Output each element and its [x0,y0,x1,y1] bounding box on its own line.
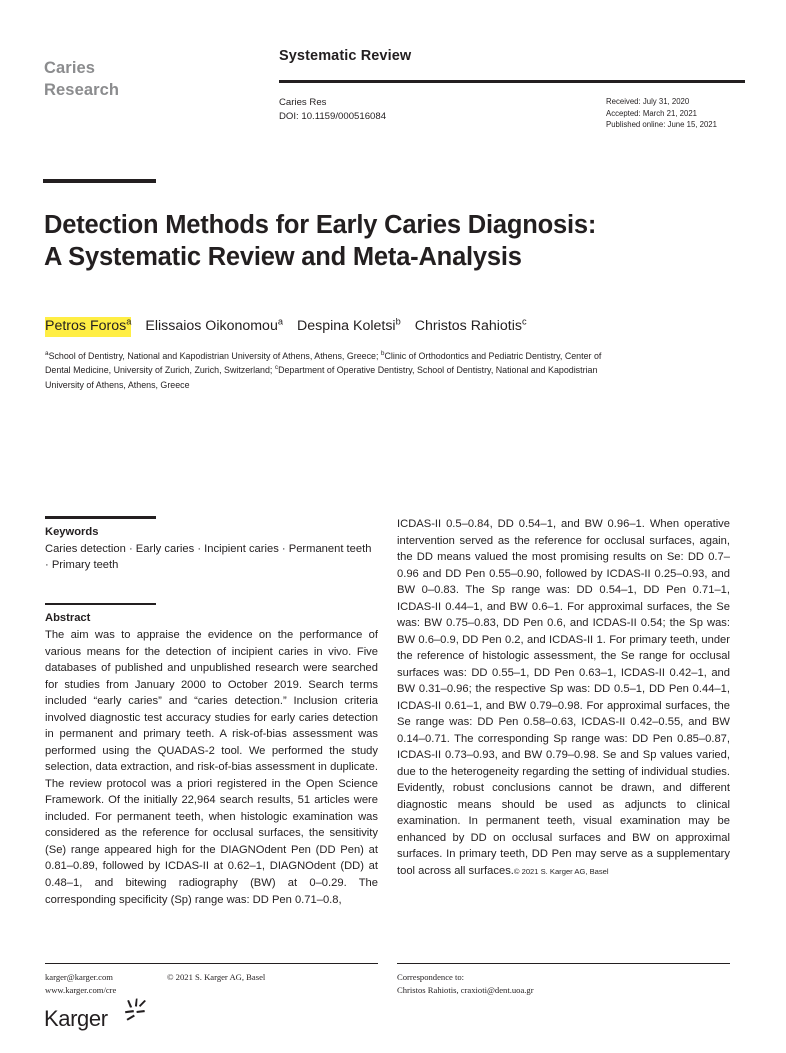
keywords-text: Caries detection · Early caries · Incipient caries · Permanent teeth · Primary teeth [45,542,372,572]
author-affiliation-marker: b [395,316,401,327]
journal-logo-line1: Caries [44,59,96,77]
journal-logo [44,58,184,102]
abstract-section [45,603,378,908]
footer-right [397,963,730,997]
doi-text: DOI: 10.1159/000516084 [279,110,387,122]
journal-short-title: Caries Res [279,97,327,108]
keywords-heading: Keywords [45,525,99,538]
author-affiliation-marker: a [126,316,132,327]
author-label: Christos Rahiotis [414,318,522,334]
karger-burst-icon [124,998,158,1029]
author-name-4 [415,317,527,337]
correspondence-label: Correspondence to: [397,972,465,983]
affiliation-marker: a [45,350,49,358]
author-label: Petros Foros [45,318,127,334]
affiliation-marker: b [380,350,385,358]
abstract-column-right [397,516,730,879]
footer-website[interactable]: www.karger.com/cre [45,985,117,996]
footer-rule-left [45,963,378,964]
author-list [45,317,665,337]
abstract-heading: Abstract [45,612,91,625]
abstract-rule [45,603,156,606]
abstract-text-right-body: ICDAS-II 0.5–0.84, DD 0.54–1, and BW 0.96–1. When operative intervention served as the reference for occlusal surfaces, again, the DD means valued the most promising results on Se: DD 0.7–0.96 and DD Pen 0.55–0.90, followed by ICDAS-II 0.25–0.93, and BW 0–0.83. The Sp range was: DD 0.54–1, DD Pen 0.71–1, ICDAS-II 0.44–1, and BW 0.6–1. For approximal surfaces, the Se was: BW 0.75–0.83, DD Pen 0.6, and ICDAS-II 0.54; the Sp was: BW 0.6–0.9, DD Pen 0.2, and ICDAS-II 1. For primary teeth, under the reference of histologic assessment, the Se range for occlusal surfaces was: DD 0.55–1, DD Pen 0.63–1, ICDAS-II 0.42–1, and BW 0.31–0.96; the respective Sp was: DD 0.5–1, DD Pen 0.44–1, ICDAS-II 0.61–1, and BW 0.79–0.98. For approximal surfaces, the Se range was: DD Pen 0.58–0.63, ICDAS-II 0.42–0.55, and BW 0.14–0.71. The corresponding Sp range was: DD Pen 0.85–0.87, ICDAS-II 0.73–0.93, and BW 0.79–0.98. Se and Sp values varied, due to the heterogeneity regarding the setting of individual studies. Evidently, robust conclusions cannot be drawn, and different diagnostic means should be used as adjuncts to clinical examination. In permanent teeth, visual examination may be enhanced by DD on occlusal surfaces and BW on approximal surfaces. In primary teeth, DD Pen may serve as a supplementary tool across all surfaces. [397,518,730,877]
keywords-section [45,516,378,574]
author-name-3 [297,317,401,337]
author-label: Elissaios Oikonomou [145,318,278,334]
author-affiliation-marker: a [277,316,283,327]
abstract-text-right [397,516,730,879]
footer-email[interactable]: karger@karger.com [45,972,113,983]
footer-copyright: © 2021 S. Karger AG, Basel [167,972,266,983]
footer-rule-right [397,963,730,964]
abstract-copyright: © 2021 S. Karger AG, Basel [513,866,609,876]
author-name-1 [45,317,131,337]
affiliations: $^a$School of Dentistry, National and Kapodistrian University of Athens, Athens, Greece; $^b$Clinic of Orthodontics and Pediatric Dentistry, Center of Dental Medicine, University of Zurich, Zurich, Switzerland; $^c$Department of Operative Dentistry, School of Dentistry, National and Kapodistrian University of Athens, Athens, Greece [45,350,602,390]
abstract-text-left: The aim was to appraise the evidence on the performance of various means for the detection of incipient caries in vivo. Five databases of published and unpublished research were searched for studies from January 2000 to October 2019. Search terms included “early caries” and “caries detection.” Inclusion criteria involved diagnostic test accuracy studies for early caries detection in permanent and primary teeth. A risk-of-bias assessment was performed using the QUADAS-2 tool. We performed the study selection, data extraction, and risk-of-bias assessment in duplicate. The review protocol was a priori registered in the Open Science Framework. Of the initially 22,964 search results, 51 articles were included. For permanent teeth, when histologic examination was considered as the reference for occlusal surfaces, the sensitivity (Se) range appeared high for the DIAGNOdent Pen (DD Pen) at 0.81–0.89, followed by ICDAS-II at 0.62–1, DIAGNOdent (DD) at 0.48–1, and bitewing radiography (BW) at 0–0.29. The corresponding specificity (Sp) range was: DD Pen 0.71–0.8, [45,629,378,906]
footer-left [45,963,378,997]
journal-reference [279,96,386,123]
received-date: Received: July 31, 2020 [606,97,690,106]
author-name-2 [145,317,283,337]
publication-history [606,96,717,131]
article-type-label: Systematic Review [279,48,412,64]
author-affiliation-marker: c [521,316,527,327]
affiliation-marker: c [274,364,279,372]
author-label: Despina Koletsi [296,318,396,334]
page-title: Detection Methods for Early Caries Diagnosis: A Systematic Review and Meta-Analysis [44,211,597,271]
abstract-column-left [45,516,378,908]
journal-logo-line2: Research [44,80,120,99]
publisher-logo [44,1000,164,1034]
published-date: Published online: June 15, 2021 [606,120,717,130]
accepted-date: Accepted: March 21, 2021 [606,108,698,118]
title-rule [43,179,156,183]
correspondence-value[interactable]: Christos Rahiotis, craxioti@dent.uoa.gr [397,985,534,996]
publisher-logo-text: Karger [44,1006,108,1031]
keywords-rule [45,516,156,519]
masthead-divider [279,80,745,83]
